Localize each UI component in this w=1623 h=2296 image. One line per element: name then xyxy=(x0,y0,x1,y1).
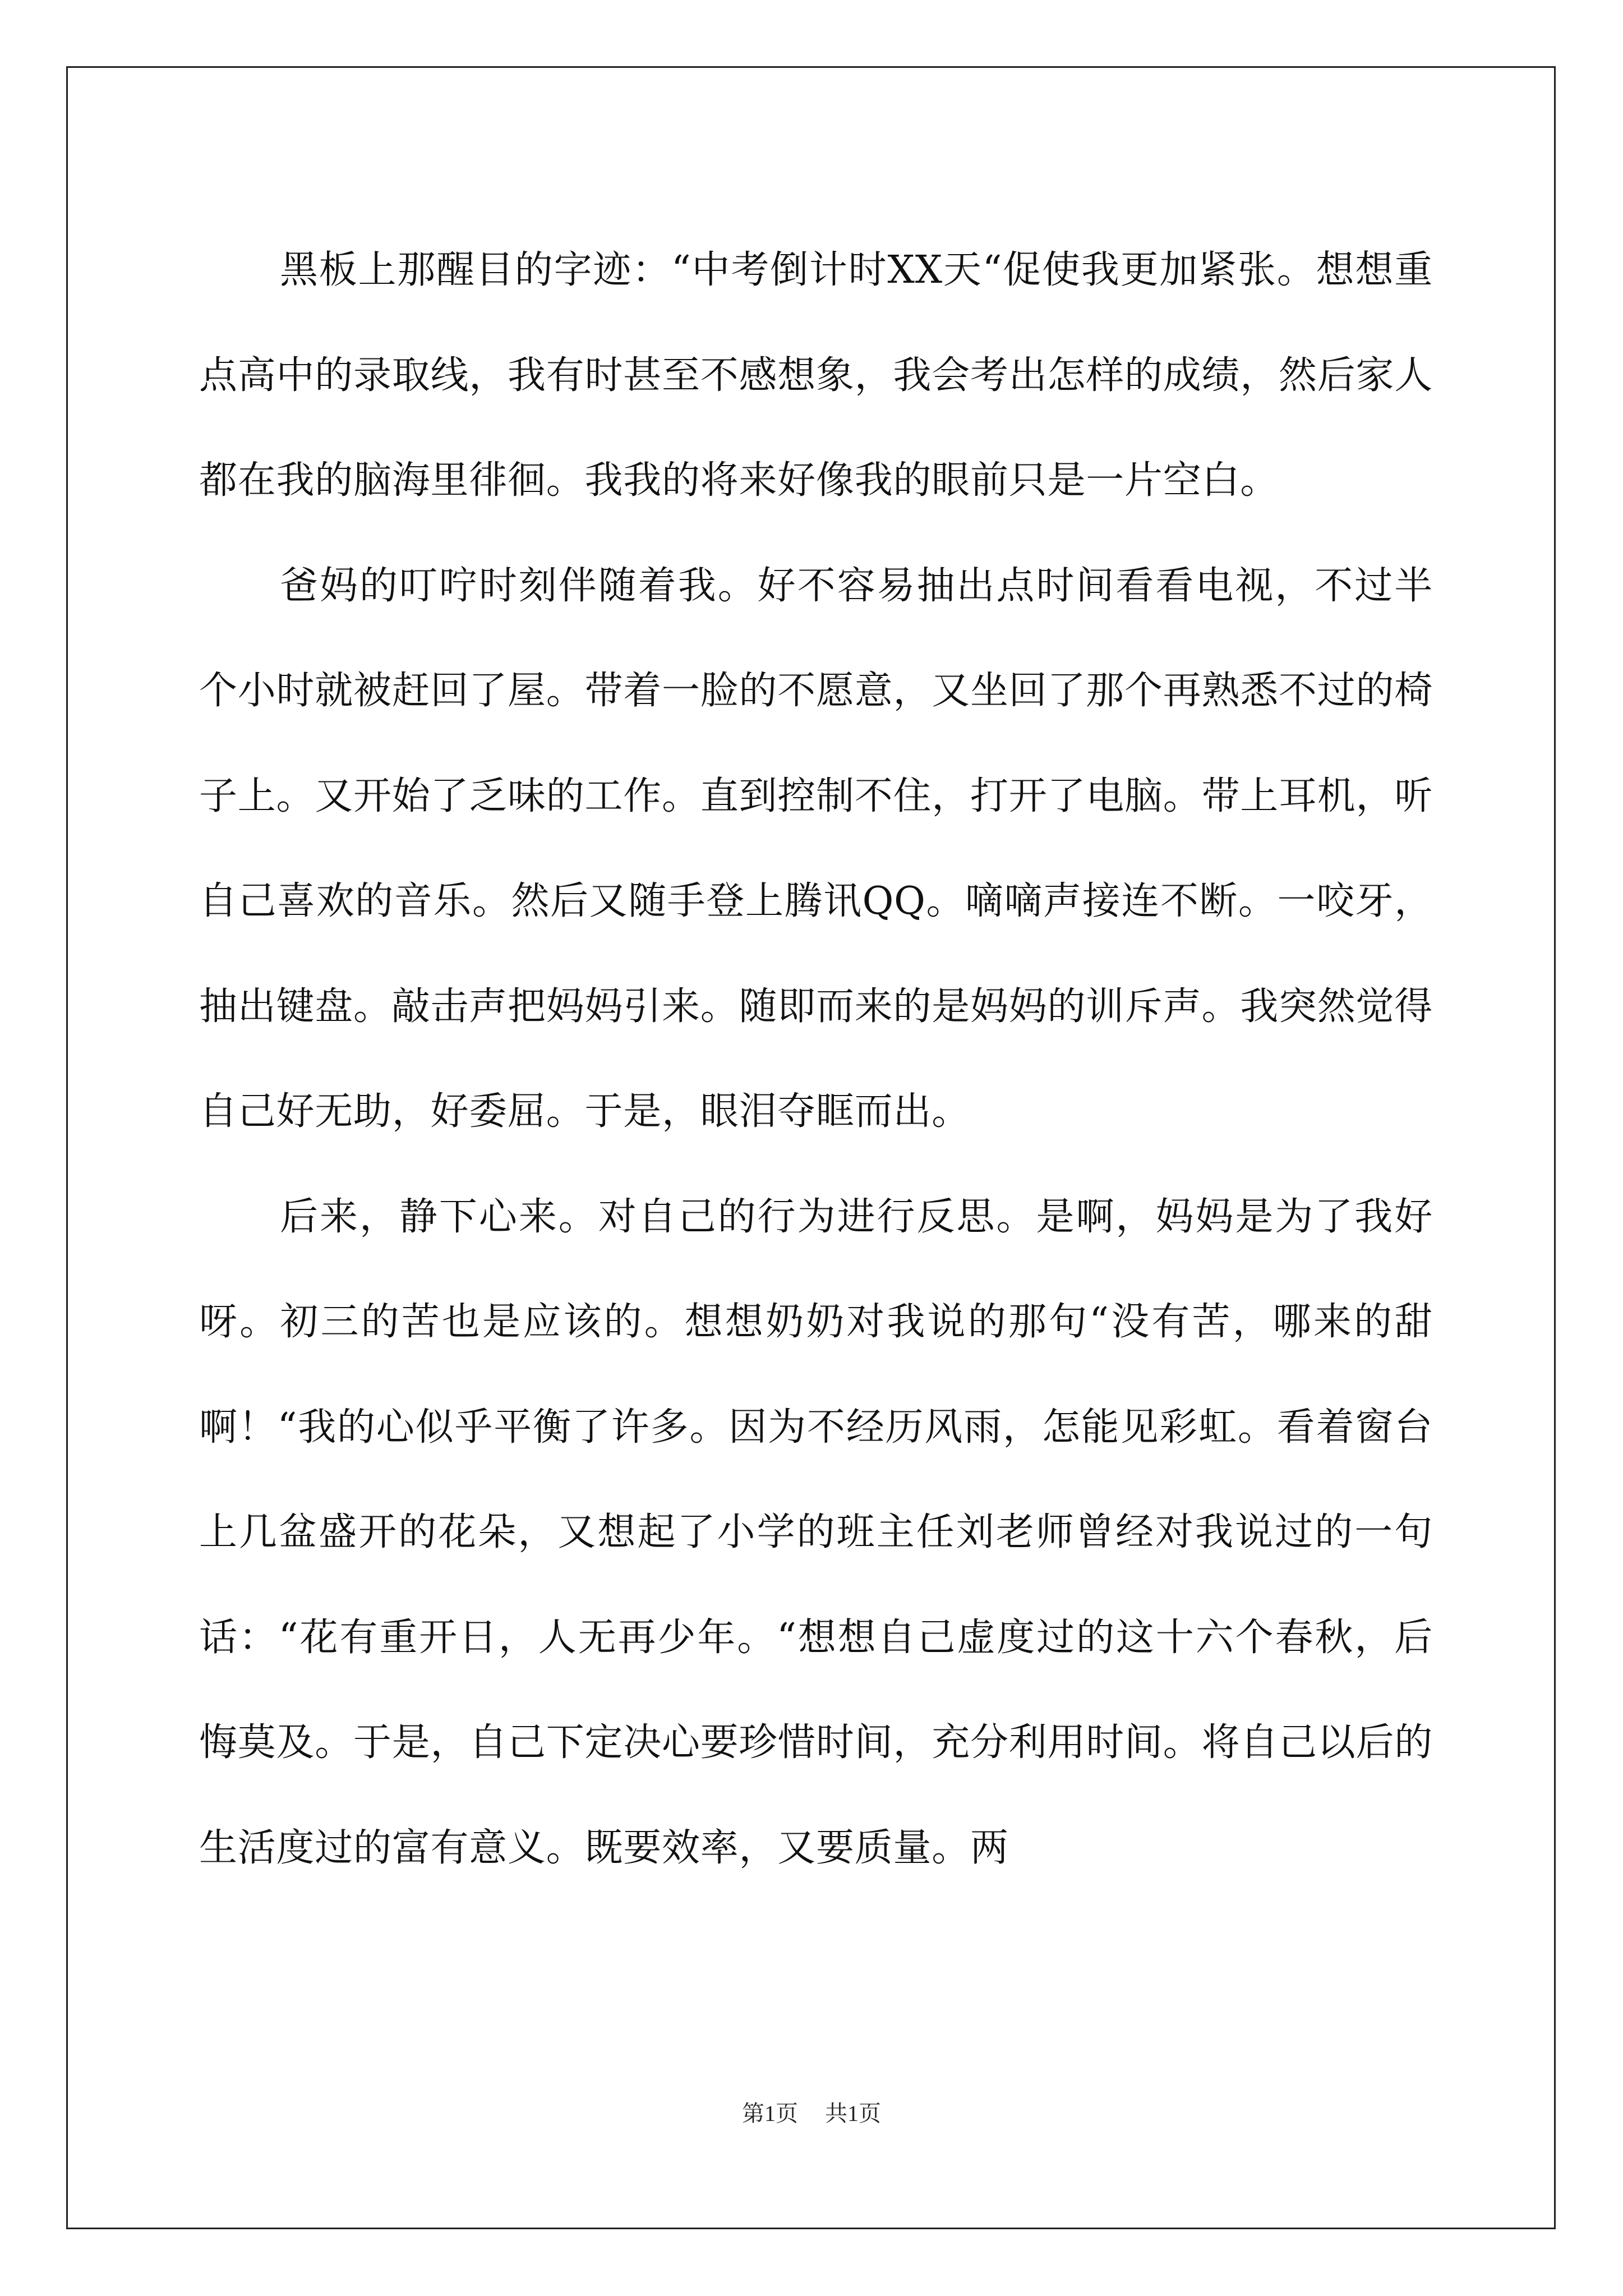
page-footer xyxy=(0,2097,1623,2131)
paragraph-3: 后来，静下心来。对自己的行为进行反思。是啊，妈妈是为了我好呀。初三的苦也是应该的。想想奶奶对我说的那句“没有苦，哪来的甜啊！“我的心似乎平衡了许多。因为不经历风雨，怎能见彩虹。看着窗台上几盆盛开的花朵，又想起了小学的班主任刘老师曾经对我说过的一句话：“花有重开日，人无再少年。“想想自己虚度过的这十六个春秋，后悔莫及。于是，自己下定决心要珍惜时间，充分利用时间。将自己以后的生活度过的富有意义。既要效率，又要质量。两 xyxy=(199,1194,1433,1870)
document-body xyxy=(199,218,1433,1901)
paragraph-1: 黑板上那醒目的字迹：“中考倒计时XX天“促使我更加紧张。想想重点高中的录取线，我有时甚至不感想象，我会考出怎样的成绩，然后家人都在我的脑海里徘徊。我我的将来好像我的眼前只是一片空白。 xyxy=(199,248,1433,503)
page-number-current: 第1页 xyxy=(742,2101,798,2126)
paragraph-2: 爸妈的叮咛时刻伴随着我。好不容易抽出点时间看看电视，不过半个小时就被赶回了屋。带着一脸的不愿意，又坐回了那个再熟悉不过的椅子上。又开始了乏味的工作。直到控制不住，打开了电脑。带上耳机，听自己喜欢的音乐。然后又随手登上腾讯QQ。嘀嘀声接连不断。一咬牙，抽出键盘。敲击声把妈妈引来。随即而来的是妈妈的训斥声。我突然觉得自己好无助，好委屈。于是，眼泪夺眶而出。 xyxy=(199,563,1433,1134)
page-number-total: 共1页 xyxy=(825,2101,881,2126)
